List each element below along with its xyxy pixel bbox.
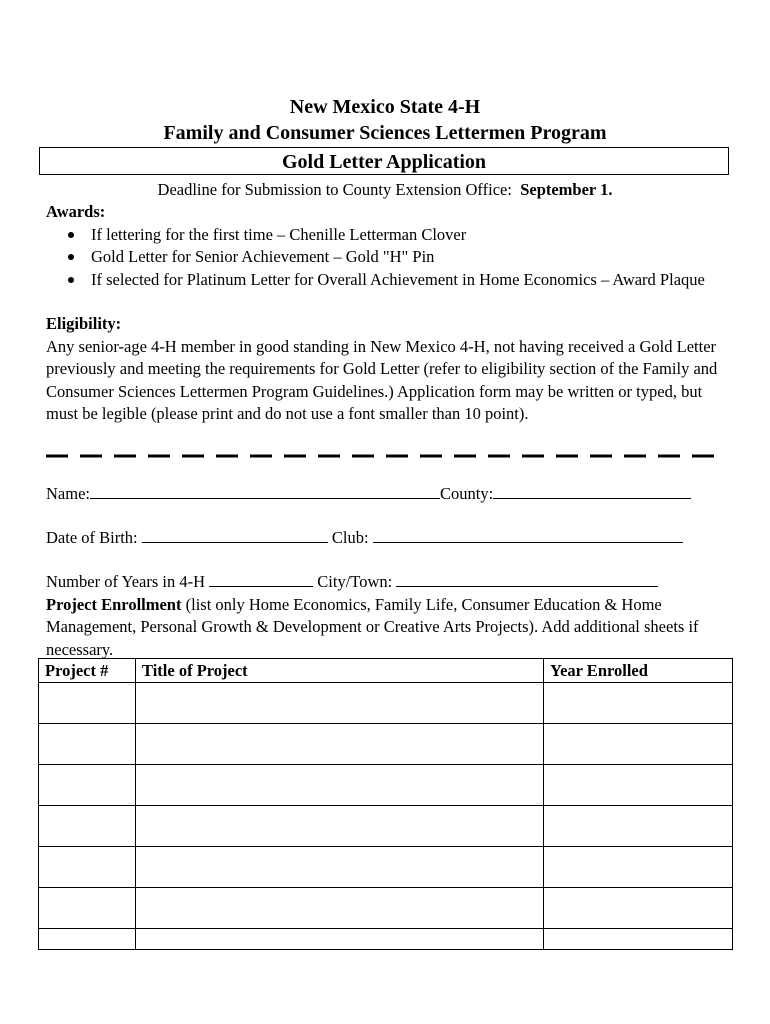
name-label: Name: xyxy=(46,484,90,503)
table-row xyxy=(39,929,733,950)
table-row xyxy=(39,888,733,929)
club-label: Club: xyxy=(331,528,369,547)
award-item-text: If selected for Platinum Letter for Overall Achievement in Home Economics – Award Plaque xyxy=(91,269,705,289)
club-field[interactable] xyxy=(373,526,683,543)
project-number-cell[interactable] xyxy=(39,847,136,888)
years-city-row xyxy=(46,570,658,593)
project-title-cell[interactable] xyxy=(136,847,544,888)
award-item xyxy=(46,246,726,268)
bullet-icon xyxy=(68,254,74,260)
project-number-cell[interactable] xyxy=(39,724,136,765)
table-header-row xyxy=(39,659,733,683)
year-enrolled-cell[interactable] xyxy=(544,683,733,724)
project-title-cell[interactable] xyxy=(136,724,544,765)
project-number-cell[interactable] xyxy=(39,929,136,950)
award-item-text: If lettering for the first time – Chenille Letterman Clover xyxy=(91,225,467,244)
county-label: County: xyxy=(439,484,494,503)
project-title-cell[interactable] xyxy=(136,929,544,950)
column-header: Year Enrolled xyxy=(544,659,733,683)
project-table xyxy=(38,658,733,950)
award-item-text: Gold Letter for Senior Achievement – Gold "H" Pin xyxy=(91,247,435,267)
project-title-cell[interactable] xyxy=(136,888,544,929)
cut-dashed-line xyxy=(46,452,722,460)
eligibility-heading: Eligibility: xyxy=(46,314,122,333)
project-number-cell[interactable] xyxy=(39,806,136,847)
table-row xyxy=(39,847,733,888)
deadline-date: September 1. xyxy=(520,180,613,199)
awards-heading: Awards: xyxy=(46,202,106,221)
boxed-title: Gold Letter Application xyxy=(39,147,729,175)
project-title-cell[interactable] xyxy=(136,765,544,806)
city-label: City/Town: xyxy=(317,572,393,591)
column-header: Project # xyxy=(39,659,136,683)
table-row xyxy=(39,765,733,806)
column-header: Title of Project xyxy=(136,659,544,683)
year-enrolled-cell[interactable] xyxy=(544,888,733,929)
year-enrolled-cell[interactable] xyxy=(544,929,733,950)
award-item xyxy=(46,269,726,291)
award-item xyxy=(46,224,726,246)
year-enrolled-cell[interactable] xyxy=(544,806,733,847)
project-number-cell[interactable] xyxy=(39,888,136,929)
project-number-cell[interactable] xyxy=(39,765,136,806)
years-label: Number of Years in 4-H xyxy=(46,572,206,591)
years-field[interactable] xyxy=(209,570,313,587)
table-row xyxy=(39,683,733,724)
header-line-2: Family and Consumer Sciences Lettermen Program xyxy=(163,122,607,144)
name-field[interactable] xyxy=(90,482,440,499)
project-enrollment-heading: Project Enrollment xyxy=(46,595,182,614)
project-title-cell[interactable] xyxy=(136,683,544,724)
project-enrollment-body: (list only Home Economics, Family Life, Consumer Education & Home Management, Personal Growth & Development or Creative Arts Projects). Add additional sheets if necessary. xyxy=(46,595,699,659)
eligibility-text: Any senior-age 4-H member in good standing in New Mexico 4-H, not having received a Gold Letter previously and meeting the requirements for Gold Letter (refer to eligibility section of the Family and Consumer Sciences Lettermen Program Guidelines.) Application form may be written or typed, but must be legible (please print and do not use a font smaller than 10 point). xyxy=(46,337,718,424)
header-line-1: New Mexico State 4-H xyxy=(289,96,481,118)
name-county-row xyxy=(46,482,691,505)
dob-club-row xyxy=(46,526,683,549)
table-row xyxy=(39,724,733,765)
dob-field[interactable] xyxy=(142,526,328,543)
bullet-icon xyxy=(68,277,74,283)
city-field[interactable] xyxy=(396,570,658,587)
table-row xyxy=(39,806,733,847)
year-enrolled-cell[interactable] xyxy=(544,765,733,806)
project-title-cell[interactable] xyxy=(136,806,544,847)
dob-label: Date of Birth: xyxy=(46,528,138,547)
year-enrolled-cell[interactable] xyxy=(544,847,733,888)
deadline-line xyxy=(0,180,770,200)
project-number-cell[interactable] xyxy=(39,683,136,724)
year-enrolled-cell[interactable] xyxy=(544,724,733,765)
bullet-icon xyxy=(68,232,74,238)
awards-list xyxy=(46,224,726,291)
deadline-text: Deadline for Submission to County Extension Office: xyxy=(157,180,512,199)
county-field[interactable] xyxy=(493,482,691,499)
project-enrollment-text xyxy=(46,594,736,661)
